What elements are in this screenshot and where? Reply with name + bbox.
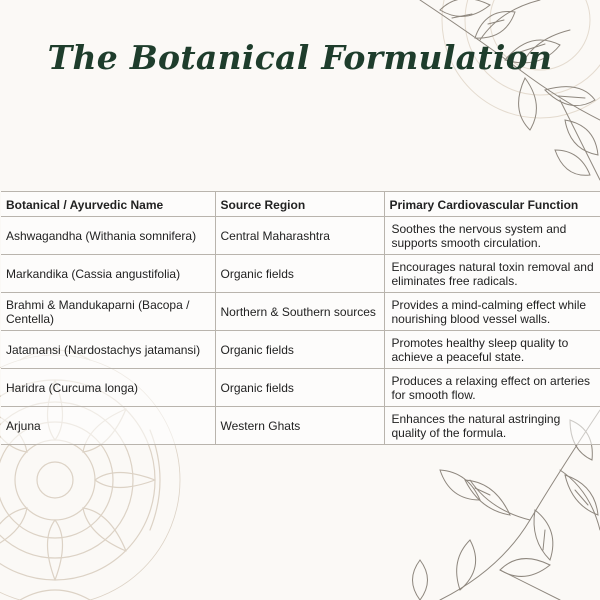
table-row	[1, 331, 600, 369]
source-region-cell: Organic fields	[215, 255, 384, 293]
table-row	[1, 255, 600, 293]
function-cell: Promotes healthy sleep quality to achieve a peaceful state.	[384, 331, 600, 369]
page-title: The Botanical Formulation	[47, 38, 553, 77]
column-header-region: Source Region	[215, 192, 384, 217]
function-cell: Encourages natural toxin removal and eliminates free radicals.	[384, 255, 600, 293]
source-region-cell: Organic fields	[215, 369, 384, 407]
table-row	[1, 217, 600, 255]
table-row	[1, 369, 600, 407]
source-region-cell: Western Ghats	[215, 407, 384, 445]
function-cell: Produces a relaxing effect on arteries for smooth flow.	[384, 369, 600, 407]
function-cell: Provides a mind-calming effect while nourishing blood vessel walls.	[384, 293, 600, 331]
botanical-name-cell: Jatamansi (Nardostachys jatamansi)	[1, 331, 215, 369]
source-region-cell: Northern & Southern sources	[215, 293, 384, 331]
table-row	[1, 407, 600, 445]
table-row	[1, 293, 600, 331]
function-cell: Soothes the nervous system and supports smooth circulation.	[384, 217, 600, 255]
botanical-table	[1, 191, 600, 445]
source-region-cell: Organic fields	[215, 331, 384, 369]
table-header-row	[1, 192, 600, 217]
column-header-name: Botanical / Ayurvedic Name	[1, 192, 215, 217]
botanical-name-cell: Markandika (Cassia angustifolia)	[1, 255, 215, 293]
botanical-name-cell: Arjuna	[1, 407, 215, 445]
leaf-vine-top-right	[380, 0, 600, 190]
botanical-name-cell: Haridra (Curcuma longa)	[1, 369, 215, 407]
botanical-name-cell: Brahmi & Mandukaparni (Bacopa / Centella)	[1, 293, 215, 331]
botanical-name-cell: Ashwagandha (Withania somnifera)	[1, 217, 215, 255]
column-header-function: Primary Cardiovascular Function	[384, 192, 600, 217]
source-region-cell: Central Maharashtra	[215, 217, 384, 255]
function-cell: Enhances the natural astringing quality of the formula.	[384, 407, 600, 445]
